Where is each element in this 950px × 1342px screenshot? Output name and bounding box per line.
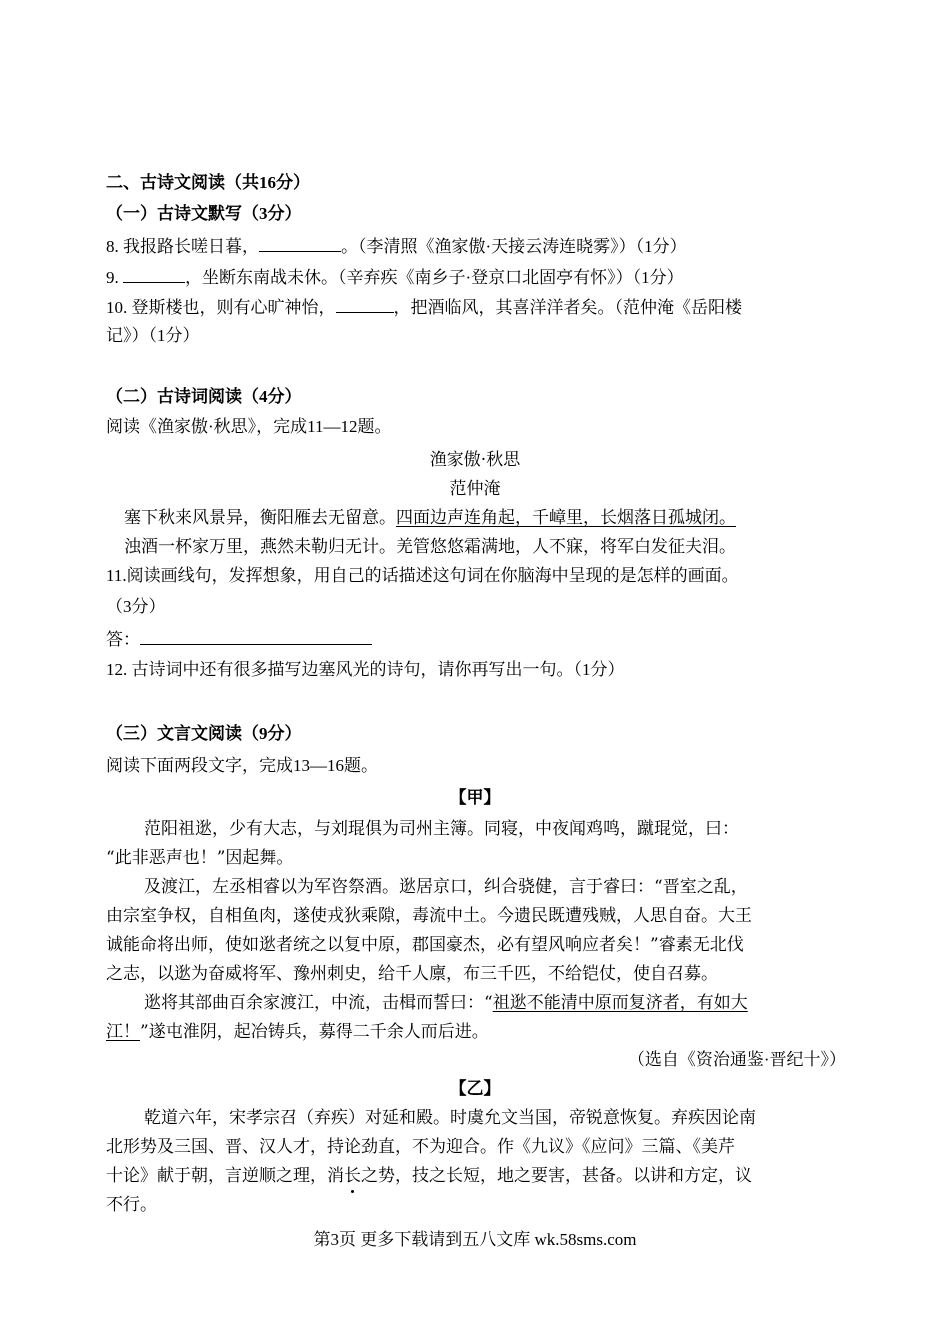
- poem-line-1: [124, 507, 736, 529]
- poem-line-2: 浊酒一杯家万里，燕然未勒归无计。羌管悠悠霜满地，人不寐，将军白发征夫泪。: [124, 537, 736, 557]
- page-footer: 第3页 更多下载请到五八文库 wk.58sms.com: [313, 1230, 637, 1249]
- yi-line3a: 十论》献于朝，言逆顺之理，消: [106, 1166, 344, 1186]
- question-11: 11.阅读画线句，发挥想象，用自己的话描述这句词在你脑海中呈现的是怎样的画面。: [106, 566, 739, 585]
- question-12: 12. 古诗词中还有很多描写边塞风光的诗句，请你再写出一句。（1分）: [106, 660, 625, 679]
- dotted-character: 长: [344, 1166, 361, 1186]
- jia-p2-line4: 之志，以逖为奋威将军、豫州刺史，给千人廪，布三千匹，不给铠仗，使自召募。: [106, 964, 718, 984]
- passage-jia-label: 【甲】: [449, 788, 501, 807]
- poem-title: 渔家傲·秋思: [429, 450, 521, 470]
- yi-line3: [106, 1165, 752, 1187]
- q8-text: 8. 我报路长嗟日暮，: [106, 237, 259, 256]
- part2-heading: （二）古诗词阅读（4分）: [106, 387, 302, 406]
- part1-heading: （一）古诗文默写（3分）: [106, 204, 302, 223]
- jia-p3-line1a: 逖将其部曲百余家渡江，中流，击楫而誓曰：“: [144, 993, 493, 1013]
- q10-text: 10. 登斯楼也，则有心旷神怡，: [106, 298, 336, 317]
- jia-p3-line1: [144, 992, 748, 1014]
- q10-source: ，把酒临风，其喜洋洋者矣。（范仲淹《岳阳楼: [393, 298, 742, 317]
- yi-line4: 不行。: [106, 1195, 157, 1215]
- q9-blank[interactable]: [123, 266, 185, 283]
- jia-p2-line2: 由宗室争权，自相鱼肉，遂使戎狄乘隙，毒流中土。今遗民既遭残贼，人思自奋。大王: [106, 906, 752, 926]
- poem-underlined-line: 四面边声连角起，千嶂里，长烟落日孤城闭。: [396, 508, 736, 528]
- jia-p2-line3: 诚能命将出师，使如逖者统之以复中原，郡国豪杰，必有望风响应者矣！”睿素无北伐: [106, 935, 744, 955]
- jia-source: （选自《资治通鉴·晋纪十》）: [627, 1050, 846, 1069]
- question-9: [106, 266, 684, 289]
- jia-p1-line1: 范阳祖逖，少有大志，与刘琨俱为司州主簿。同寝，中夜闻鸡鸣，蹴琨觉，曰：: [144, 819, 739, 839]
- answer-blank[interactable]: [140, 628, 372, 645]
- q8-blank[interactable]: [259, 235, 341, 252]
- q8-source: 。（李清照《渔家傲·天接云涛连晓雾》）（1分）: [341, 237, 687, 256]
- section-heading: 二、古诗文阅读（共16分）: [106, 173, 310, 192]
- poem-author: 范仲淹: [449, 479, 501, 499]
- jia-p2-line1: 及渡江，左丞相睿以为军咨祭酒。逖居京口，纠合骁健，言于睿曰：“晋室之乱，: [144, 877, 748, 897]
- yi-line2: 北形势及三国、晋、汉人才，持论劲直，不为迎合。作《九议》《应问》三篇、《美芹: [106, 1137, 735, 1157]
- part3-heading: （三）文言文阅读（9分）: [106, 724, 302, 743]
- answer-label: 答：: [106, 630, 140, 649]
- jia-p1-line2: “此非恶声也！”因起舞。: [106, 848, 294, 868]
- q10-blank[interactable]: [336, 296, 394, 313]
- yi-line3b: 之势，技之长短，地之要害，甚备。以讲和方定，议: [361, 1166, 752, 1186]
- question-11-score: （3分）: [106, 597, 166, 616]
- q9-text: 9.: [106, 268, 123, 287]
- question-10-cont: 记》）（1分）: [106, 326, 200, 345]
- jia-underlined-a: 祖逖不能清中原而复济者，有如大: [492, 993, 748, 1013]
- answer-line: [106, 628, 372, 651]
- jia-p3-line2: [106, 1021, 489, 1043]
- jia-p3-line2b: ”遂屯淮阴，起冶铸兵，募得二千余人而后进。: [140, 1022, 489, 1042]
- passage-yi-label: 【乙】: [449, 1079, 501, 1098]
- question-10: [106, 296, 742, 319]
- q9-source: ，坐断东南战未休。（辛弃疾《南乡子·登京口北固亭有怀》）（1分）: [185, 268, 684, 287]
- question-8: [106, 235, 687, 258]
- part3-intro: 阅读下面两段文字，完成13—16题。: [106, 756, 378, 775]
- poem-line-1a: 塞下秋来风景异，衡阳雁去无留意。: [124, 508, 396, 528]
- jia-underlined-b: 江！: [106, 1022, 140, 1042]
- yi-line1: 乾道六年，宋孝宗召（弃疾）对延和殿。时虞允文当国，帝锐意恢复。弃疾因论南: [144, 1108, 756, 1128]
- part2-intro: 阅读《渔家傲·秋思》，完成11—12题。: [106, 417, 392, 436]
